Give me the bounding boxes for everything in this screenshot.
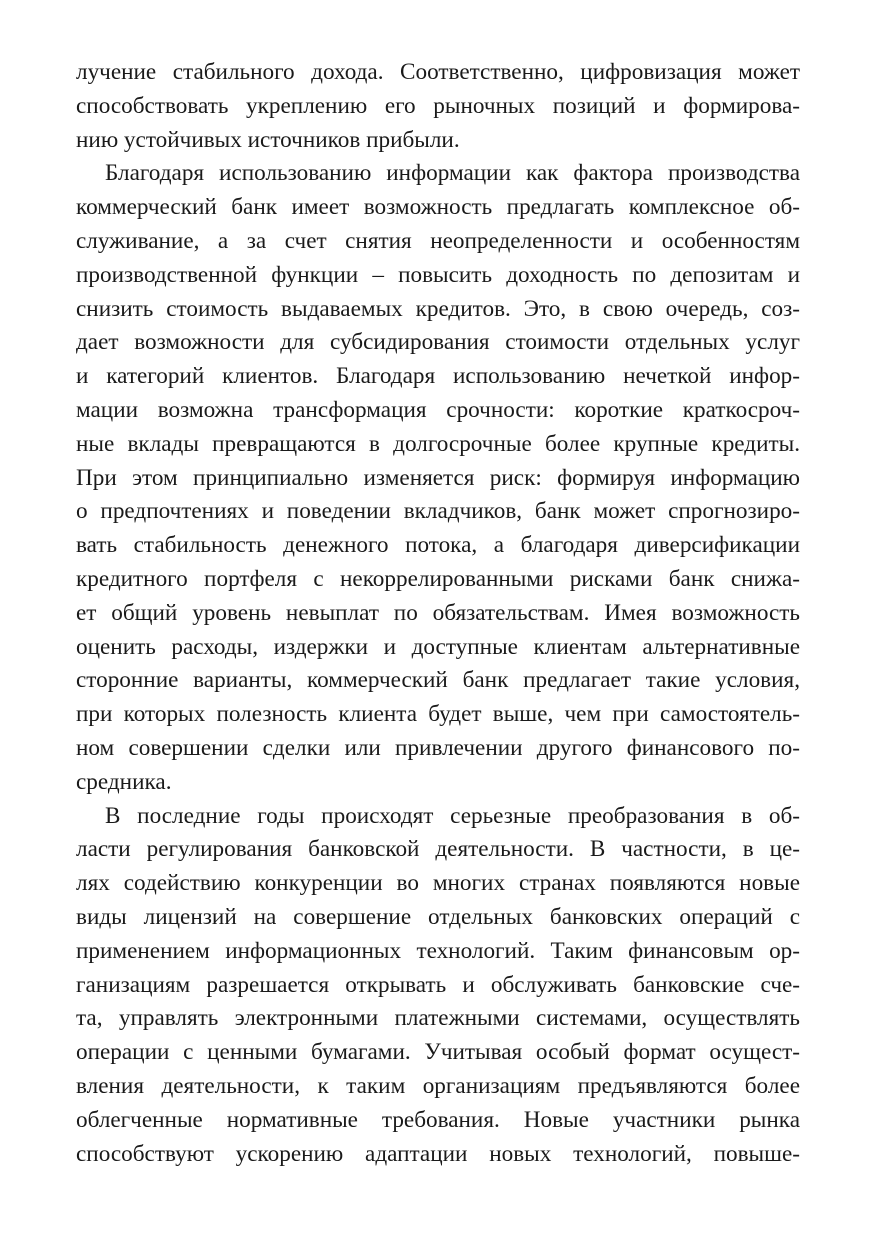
text-line: служивание, а за счет снятия неопределенности и особенностям bbox=[76, 227, 800, 254]
text-line: при которых полезность клиента будет выше, чем при самостоятель- bbox=[76, 701, 800, 728]
text-line: ласти регулирования банковской деятельности. В частности, в це- bbox=[76, 836, 800, 863]
text-line: кредитного портфеля с некоррелированными рисками банк снижа- bbox=[76, 565, 800, 592]
text-line: ном совершении сделки или привлечении другого финансового по- bbox=[76, 734, 800, 761]
text-line: мации возможна трансформация срочности: короткие краткосроч- bbox=[76, 396, 800, 423]
text-line: способствовать укреплению его рыночных позиций и формирова- bbox=[76, 92, 800, 119]
text-line: оценить расходы, издержки и доступные клиентам альтернативные bbox=[76, 633, 800, 660]
paragraph-1 bbox=[76, 56, 800, 157]
text-line: производственной функции – повысить доходность по депозитам и bbox=[76, 261, 800, 288]
text-line: операции с ценными бумагами. Учитывая особый формат осущест- bbox=[76, 1039, 800, 1066]
text-line: При этом принципиально изменяется риск: формируя информацию bbox=[76, 464, 800, 491]
text-line: облегченные нормативные требования. Новые участники рынка bbox=[76, 1106, 800, 1133]
text-line: лях содействию конкуренции во многих странах появляются новые bbox=[76, 870, 800, 897]
text-line: лучение стабильного дохода. Соответственно, цифровизация может bbox=[76, 59, 800, 85]
text-line: снизить стоимость выдаваемых кредитов. Это, в свою очередь, соз- bbox=[76, 295, 800, 322]
text-line: дает возможности для субсидирования стоимости отдельных услуг bbox=[76, 329, 800, 356]
text-line: ганизациям разрешается открывать и обслуживать банковские сче- bbox=[76, 971, 800, 998]
text-line: вления деятельности, к таким организациям предъявляются более bbox=[76, 1072, 800, 1099]
paragraph-3 bbox=[76, 800, 800, 1172]
text-line: ные вклады превращаются в долгосрочные более крупные кредиты. bbox=[76, 430, 800, 457]
text-line: вать стабильность денежного потока, а благодаря диверсификации bbox=[76, 532, 800, 559]
text-line: средника. bbox=[76, 768, 172, 795]
text-line: и категорий клиентов. Благодаря использованию нечеткой инфор- bbox=[76, 363, 800, 390]
text-line: применением информационных технологий. Таким финансовым ор- bbox=[76, 937, 800, 964]
text-line: сторонние варианты, коммерческий банк предлагает такие условия, bbox=[76, 667, 800, 694]
text-line: виды лицензий на совершение отдельных банковских операций с bbox=[76, 903, 800, 930]
text-line: Благодаря использованию информации как фактора производства bbox=[105, 160, 800, 187]
text-line: ет общий уровень невыплат по обязательствам. Имея возможность bbox=[76, 599, 800, 626]
document-page bbox=[76, 56, 800, 1171]
text-line: В последние годы происходят серьезные преобразования в об- bbox=[105, 802, 800, 829]
text-line: о предпочтениях и поведении вкладчиков, банк может спрогнозиро- bbox=[76, 498, 800, 525]
text-line: способствуют ускорению адаптации новых технологий, повыше- bbox=[76, 1140, 800, 1167]
text-line: та, управлять электронными платежными системами, осуществлять bbox=[76, 1005, 800, 1032]
paragraph-2 bbox=[76, 157, 800, 799]
text-line: нию устойчивых источников прибыли. bbox=[76, 126, 460, 153]
text-line: коммерческий банк имеет возможность предлагать комплексное об- bbox=[76, 194, 800, 221]
